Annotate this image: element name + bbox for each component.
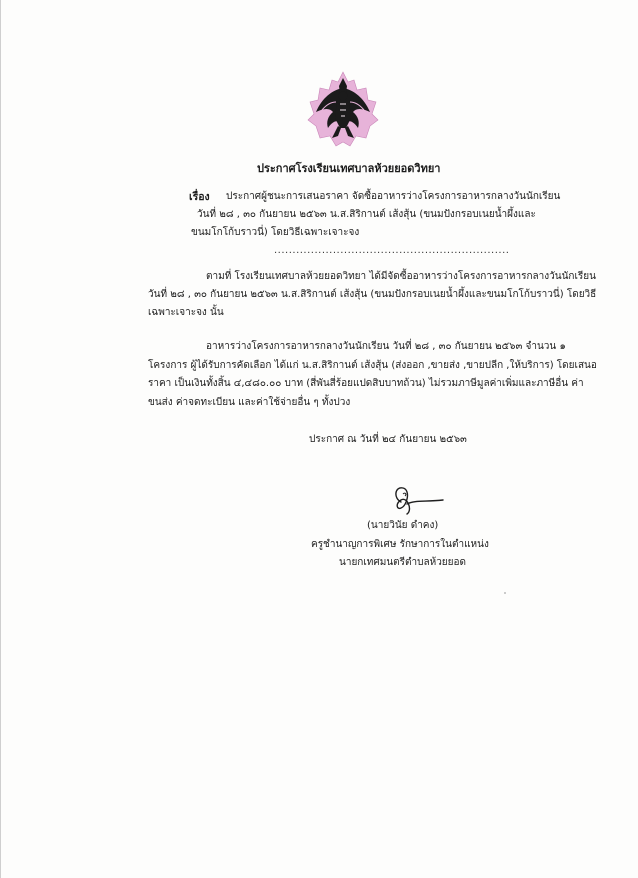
paragraph-2-line-3: ราคา เป็นเงินทั้งสิ้น ๔,๔๘๐.๐๐ บาท (สี่พันสี่ร้อยแปดสิบบาทถ้วน) ไม่รวมภาษีมูลค่าเพิ่มและภาษีอื่น ค่า (148, 378, 584, 389)
subject-label: เรื่อง (189, 191, 210, 203)
paragraph-1-line-2: วันที่ ๒๘ , ๓๐ กันยายน ๒๕๖๓ น.ส.สิริกานต์ เส้งสุ้น (ขนมปังกรอบเนยน้ำผึ้งและขนมโกโก้บราวนี่) โดยวิธี (148, 289, 597, 300)
dotted-separator: ................................................................ (274, 245, 510, 256)
paragraph-1-line-3: เฉพาะเจาะจง นั้น (148, 307, 224, 318)
handwritten-signature (389, 480, 447, 520)
paragraph-1-line-1: ตามที่ โรงเรียนเทศบาลห้วยยอดวิทยา ได้มีจัดซื้ออาหารว่างโครงการอาหารกลางวันนักเรียน (206, 271, 596, 282)
paragraph-2-line-1: อาหารว่างโครงการอาหารกลางวันนักเรียน วันที่ ๒๘ , ๓๐ กันยายน ๒๕๖๓ จำนวน ๑ (206, 341, 566, 352)
paragraph-2-line-4: ขนส่ง ค่าจดทะเบียน และค่าใช้จ่ายอื่น ๆ ทั้งปวง (148, 397, 351, 408)
garuda-emblem-icon (302, 68, 384, 150)
subject-line-3: ขนมโกโก้บราวนี่) โดยวิธีเฉพาะเจาะจง (191, 227, 360, 238)
paragraph-2-line-2: โครงการ ผู้ได้รับการคัดเลือก ได้แก่ น.ส.สิริกานต์ เส้งสุ้น (ส่งออก ,ขายส่ง ,ขายปลีก ,ให้บริการ) โดยเสนอ (148, 360, 597, 371)
signatory-name: (นายวินัย ดำคง) (367, 520, 439, 531)
subject-line-1: ประกาศผู้ชนะการเสนอราคา จัดซื้ออาหารว่างโครงการอาหารกลางวันนักเรียน (226, 191, 561, 202)
signatory-position-2: นายกเทศมนตรีตำบลห้วยยอด (339, 557, 467, 568)
signatory-position-1: ครูชำนาญการพิเศษ รักษาการในตำแหน่ง (311, 539, 489, 550)
scan-speck (504, 592, 506, 594)
announcement-date: ประกาศ ณ วันที่ ๒๔ กันยายน ๒๕๖๓ (309, 434, 467, 445)
subject-line-2: วันที่ ๒๘ , ๓๐ กันยายน ๒๕๖๓ น.ส.สิริกานต์ เส้งสุ้น (ขนมปังกรอบเนยน้ำผึ้งและ (197, 209, 536, 220)
page-title: ประกาศโรงเรียนเทศบาลห้วยยอดวิทยา (257, 162, 441, 175)
